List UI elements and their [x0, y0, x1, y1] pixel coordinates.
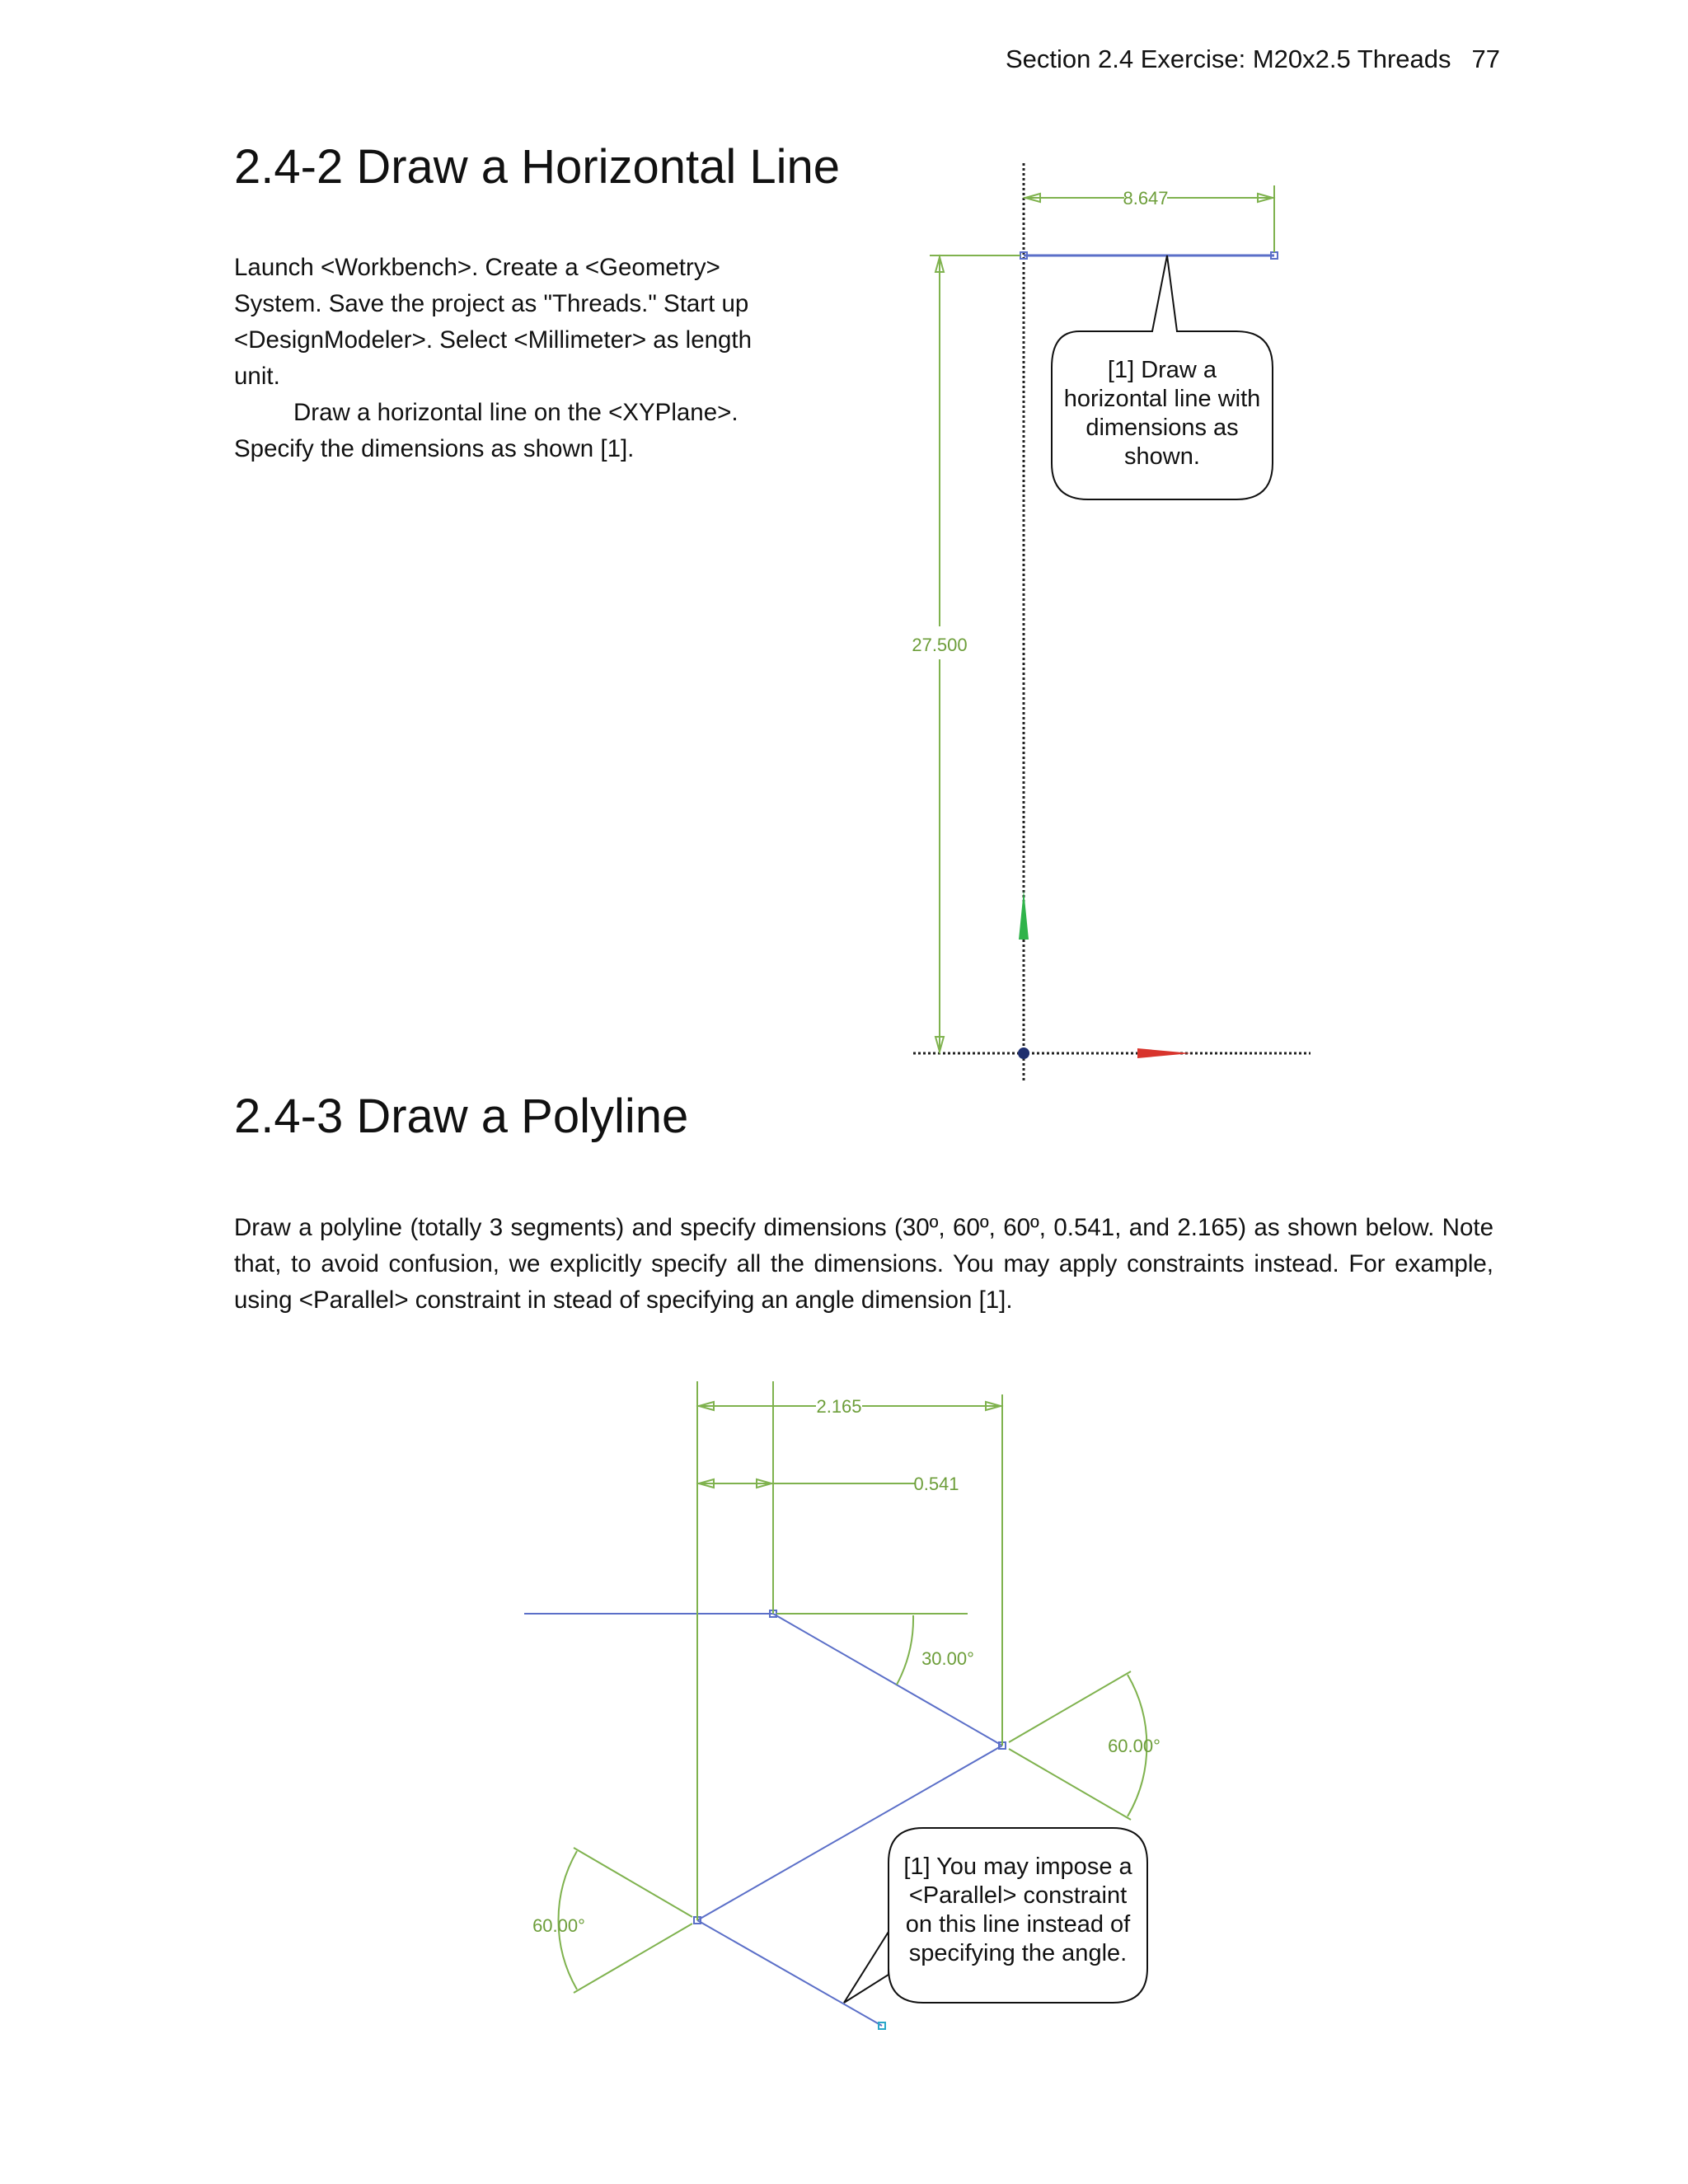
angle-label-60-left: 60.00° — [532, 1915, 585, 1936]
dim-label-27500: 27.500 — [912, 635, 968, 655]
section-heading-2-4-2: 2.4-2 Draw a Horizontal Line — [234, 140, 841, 194]
angle-label-60-right: 60.00° — [1108, 1736, 1160, 1756]
callout-text-2: [1] You may impose a <Parallel> constraint on this line instead of specifying the angle. — [903, 1854, 1132, 1966]
section-2-4-3-paragraph: Draw a polyline (totally 3 segments) and specify dimensions (30º, 60º, 60º, 0.541, and 2.165) as shown below. Note that, to avoid confusion, we explicitly specify all the dimensions. You may apply constraints instead. For example, using <Parallel> constraint in stead of specifying an angle dimension [1]. — [234, 1214, 1493, 1314]
angle-60-right-ray-up — [1009, 1671, 1131, 1742]
dim-label-8647: 8.647 — [1123, 188, 1169, 209]
angle-60-right-ray-down — [1009, 1749, 1131, 1820]
section-heading-2-4-3: 2.4-3 Draw a Polyline — [234, 1090, 689, 1143]
angle-30-arc — [897, 1615, 913, 1685]
angle-60-left-ray-down — [574, 1924, 692, 1993]
polyline-segment-1 — [773, 1614, 1002, 1746]
dim-label-2165: 2.165 — [816, 1396, 862, 1417]
callout-text-1: [1] Draw a horizontal line with dimensions as shown. — [1063, 357, 1261, 470]
running-head-section: Section 2.4 Exercise: M20x2.5 Threads — [1006, 45, 1451, 73]
dim-label-0541: 0.541 — [913, 1474, 959, 1494]
page-number: 77 — [1471, 45, 1500, 73]
section-2-4-2-paragraph-1: Launch <Workbench>. Create a <Geometry> System. Save the project as "Threads." Start up <DesignModeler>. Select <Millimeter> as length unit. — [234, 254, 753, 390]
angle-label-30: 30.00° — [921, 1648, 974, 1669]
polyline-segment-3 — [697, 1920, 882, 2026]
angle-60-left-ray-up — [574, 1848, 692, 1917]
section-2-4-2-paragraph-2: Draw a horizontal line on the <XYPlane>. Specify the dimensions as shown [1]. — [234, 399, 738, 462]
